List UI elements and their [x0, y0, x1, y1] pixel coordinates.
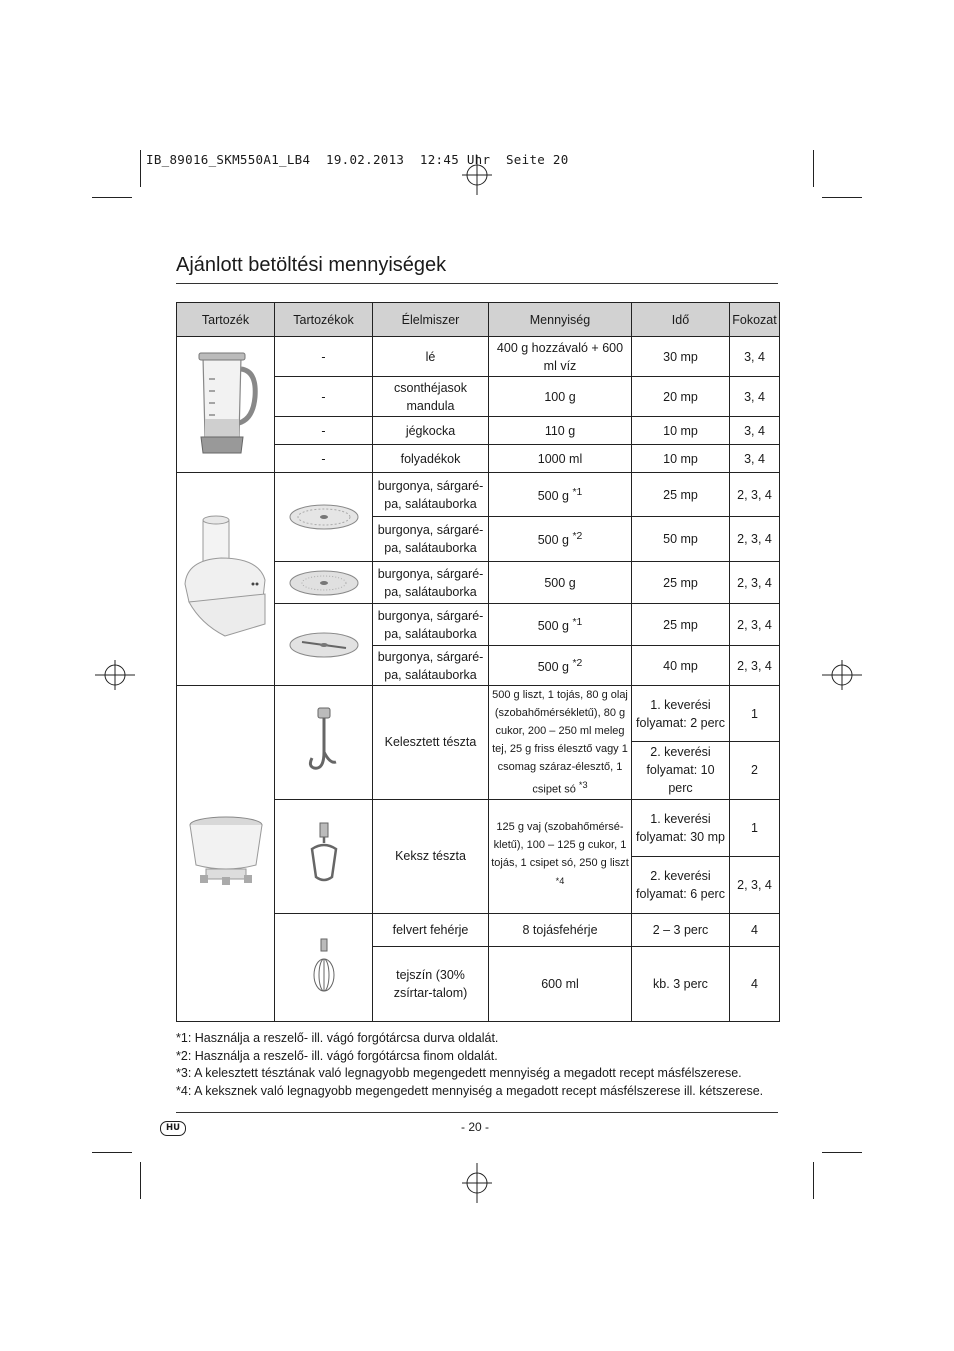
registration-mark-icon	[95, 660, 135, 690]
accessory-cell: -	[275, 417, 373, 445]
quantity-cell: 100 g	[489, 377, 632, 417]
registration-mark-icon	[822, 660, 862, 690]
flat-beater-icon	[304, 821, 344, 891]
page-number: - 20 -	[460, 1120, 489, 1134]
quantity-value: 500 g	[537, 533, 569, 548]
quantity-value: 500 g	[537, 619, 569, 634]
food-cell: felvert fehérje	[373, 913, 489, 946]
level-cell: 3, 4	[730, 445, 780, 473]
level-cell: 4	[730, 946, 780, 1021]
quantity-cell	[489, 562, 632, 604]
table-header-row	[177, 303, 780, 337]
accessory-cell: -	[275, 445, 373, 473]
quantity-cell	[489, 646, 632, 686]
level-cell: 3, 4	[730, 417, 780, 445]
disc-image-cell	[275, 562, 373, 604]
time-cell: 2 – 3 perc	[632, 913, 730, 946]
header-cell: Tartozékok	[275, 303, 373, 337]
footnote: *4: A keksznek való legnagyobb megengedett mennyiség a megadott recept másfélszerese ill. kétszerese.	[176, 1083, 764, 1098]
hook-image-cell	[275, 686, 373, 800]
crop-mark	[92, 197, 132, 198]
level-cell: 4	[730, 913, 780, 946]
time-cell: 10 mp	[632, 445, 730, 473]
food-cell: csonthéjasok mandula	[373, 377, 489, 417]
food-cell: burgonya, sárgaré-pa, salátauborka	[373, 473, 489, 517]
quantity-cell: 110 g	[489, 417, 632, 445]
quantity-cell	[489, 686, 632, 800]
footnote-ref: *2	[572, 657, 583, 669]
slicing-disc-icon	[284, 487, 364, 547]
crop-mark	[822, 1152, 862, 1153]
accessory-cell: -	[275, 377, 373, 417]
level-cell: 1	[730, 799, 780, 856]
food-cell: burgonya, sárgaré-pa, salátauborka	[373, 562, 489, 604]
food-cell: tejszín (30% zsírtar-talom)	[373, 946, 489, 1021]
level-cell: 1	[730, 686, 780, 742]
food-cell: jégkocka	[373, 417, 489, 445]
footnote-ref: *3	[578, 780, 588, 790]
food-cell: Kelesztett tészta	[373, 686, 489, 800]
whisk-icon	[309, 937, 339, 997]
level-cell: 2, 3, 4	[730, 562, 780, 604]
blender-image-cell	[177, 337, 275, 473]
crop-mark	[822, 197, 862, 198]
crop-mark	[813, 150, 814, 187]
print-header: IB_89016_SKM550A1_LB4 19.02.2013 12:45 Uhr Seite 20	[146, 152, 569, 167]
time-cell: 40 mp	[632, 646, 730, 686]
quantity-value: 500 g	[537, 660, 569, 675]
footnote: *1: Használja a reszelő- ill. vágó forgótárcsa durva oldalát.	[176, 1031, 499, 1045]
time-cell: 2. keverési folyamat: 10 perc	[632, 742, 730, 799]
table-row	[177, 473, 780, 517]
food-cell: lé	[373, 337, 489, 377]
food-cell: folyadékok	[373, 445, 489, 473]
slicing-disc-icon	[284, 620, 364, 670]
quantity-cell: 8 tojásfehérje	[489, 913, 632, 946]
crop-mark	[140, 1162, 141, 1199]
mixing-bowl-icon	[184, 813, 268, 893]
level-cell: 2, 3, 4	[730, 517, 780, 562]
quantity-value: 500 g	[537, 489, 569, 504]
level-cell: 2, 3, 4	[730, 856, 780, 913]
time-cell: 50 mp	[632, 517, 730, 562]
disc-image-cell	[275, 604, 373, 686]
title-divider	[176, 283, 778, 284]
language-badge: HU	[160, 1121, 186, 1136]
food-cell: burgonya, sárgaré-pa, salátauborka	[373, 517, 489, 562]
slicing-disc-icon	[284, 563, 364, 603]
header-cell: Mennyiség	[489, 303, 632, 337]
bowl-image-cell	[177, 686, 275, 1022]
table-row	[177, 686, 780, 742]
time-cell: 10 mp	[632, 417, 730, 445]
header-cell: Idő	[632, 303, 730, 337]
footnote-ref: *2	[572, 531, 583, 543]
quantity-cell: 400 g hozzávaló + 600 ml víz	[489, 337, 632, 377]
processor-image-cell	[177, 473, 275, 686]
footnote-ref: *1	[572, 616, 583, 628]
food-cell: burgonya, sárgaré-pa, salátauborka	[373, 604, 489, 646]
quantity-cell	[489, 473, 632, 517]
level-cell: 2, 3, 4	[730, 646, 780, 686]
loading-quantities-table	[176, 302, 780, 1022]
quantity-cell	[489, 604, 632, 646]
food-processor-icon	[181, 514, 271, 644]
quantity-cell: 600 ml	[489, 946, 632, 1021]
quantity-value: 500 g liszt, 1 tojás, 80 g olaj (szobahőmérsékletű), 80 g cukor, 200 – 250 ml meleg tej, 25 g friss élesztő vagy 1 csomag száraz-élesztő, 1 csipet só	[492, 689, 628, 796]
time-cell: 25 mp	[632, 473, 730, 517]
level-cell: 2, 3, 4	[730, 473, 780, 517]
level-cell: 2, 3, 4	[730, 604, 780, 646]
quantity-cell	[489, 799, 632, 913]
quantity-cell: 1000 ml	[489, 445, 632, 473]
footer-divider	[176, 1112, 778, 1113]
footnote: *3: A kelesztett tésztának való legnagyobb megengedett mennyiség a megadott recept másfélszerese.	[176, 1066, 742, 1080]
level-cell: 3, 4	[730, 337, 780, 377]
time-cell: 20 mp	[632, 377, 730, 417]
footnote: *2: Használja a reszelő- ill. vágó forgótárcsa finom oldalát.	[176, 1048, 498, 1063]
crop-mark	[813, 1162, 814, 1199]
registration-mark-icon	[462, 1163, 492, 1203]
time-cell: 25 mp	[632, 604, 730, 646]
time-cell: 2. keverési folyamat: 6 perc	[632, 856, 730, 913]
accessory-cell: -	[275, 337, 373, 377]
beater-image-cell	[275, 799, 373, 913]
header-cell: Fokozat	[730, 303, 780, 337]
footnote-ref: *4	[555, 875, 565, 886]
header-cell: Élelmiszer	[373, 303, 489, 337]
food-cell: Keksz tészta	[373, 799, 489, 913]
quantity-value: 125 g vaj (szobahőmérsé-kletű), 100 – 125 g cukor, 1 tojás, 1 csipet só, 250 g liszt	[491, 820, 629, 869]
time-cell: 1. keverési folyamat: 2 perc	[632, 686, 730, 742]
level-cell: 3, 4	[730, 377, 780, 417]
header-cell: Tartozék	[177, 303, 275, 337]
food-cell: burgonya, sárgaré-pa, salátauborka	[373, 646, 489, 686]
crop-mark	[92, 1152, 132, 1153]
dough-hook-icon	[304, 702, 344, 782]
time-cell: 25 mp	[632, 562, 730, 604]
time-cell: kb. 3 perc	[632, 946, 730, 1021]
blender-jug-icon	[191, 349, 261, 461]
footnote-ref: *1	[572, 486, 583, 498]
quantity-value: 500 g	[544, 575, 576, 590]
level-cell: 2	[730, 742, 780, 799]
time-cell: 30 mp	[632, 337, 730, 377]
page-title: Ajánlott betöltési mennyiségek	[176, 254, 447, 276]
whisk-image-cell	[275, 913, 373, 1021]
table-row	[177, 337, 780, 377]
disc-image-cell	[275, 473, 373, 562]
footnotes	[176, 1030, 763, 1100]
time-cell: 1. keverési folyamat: 30 mp	[632, 799, 730, 856]
quantity-cell	[489, 517, 632, 562]
crop-mark	[140, 150, 141, 187]
